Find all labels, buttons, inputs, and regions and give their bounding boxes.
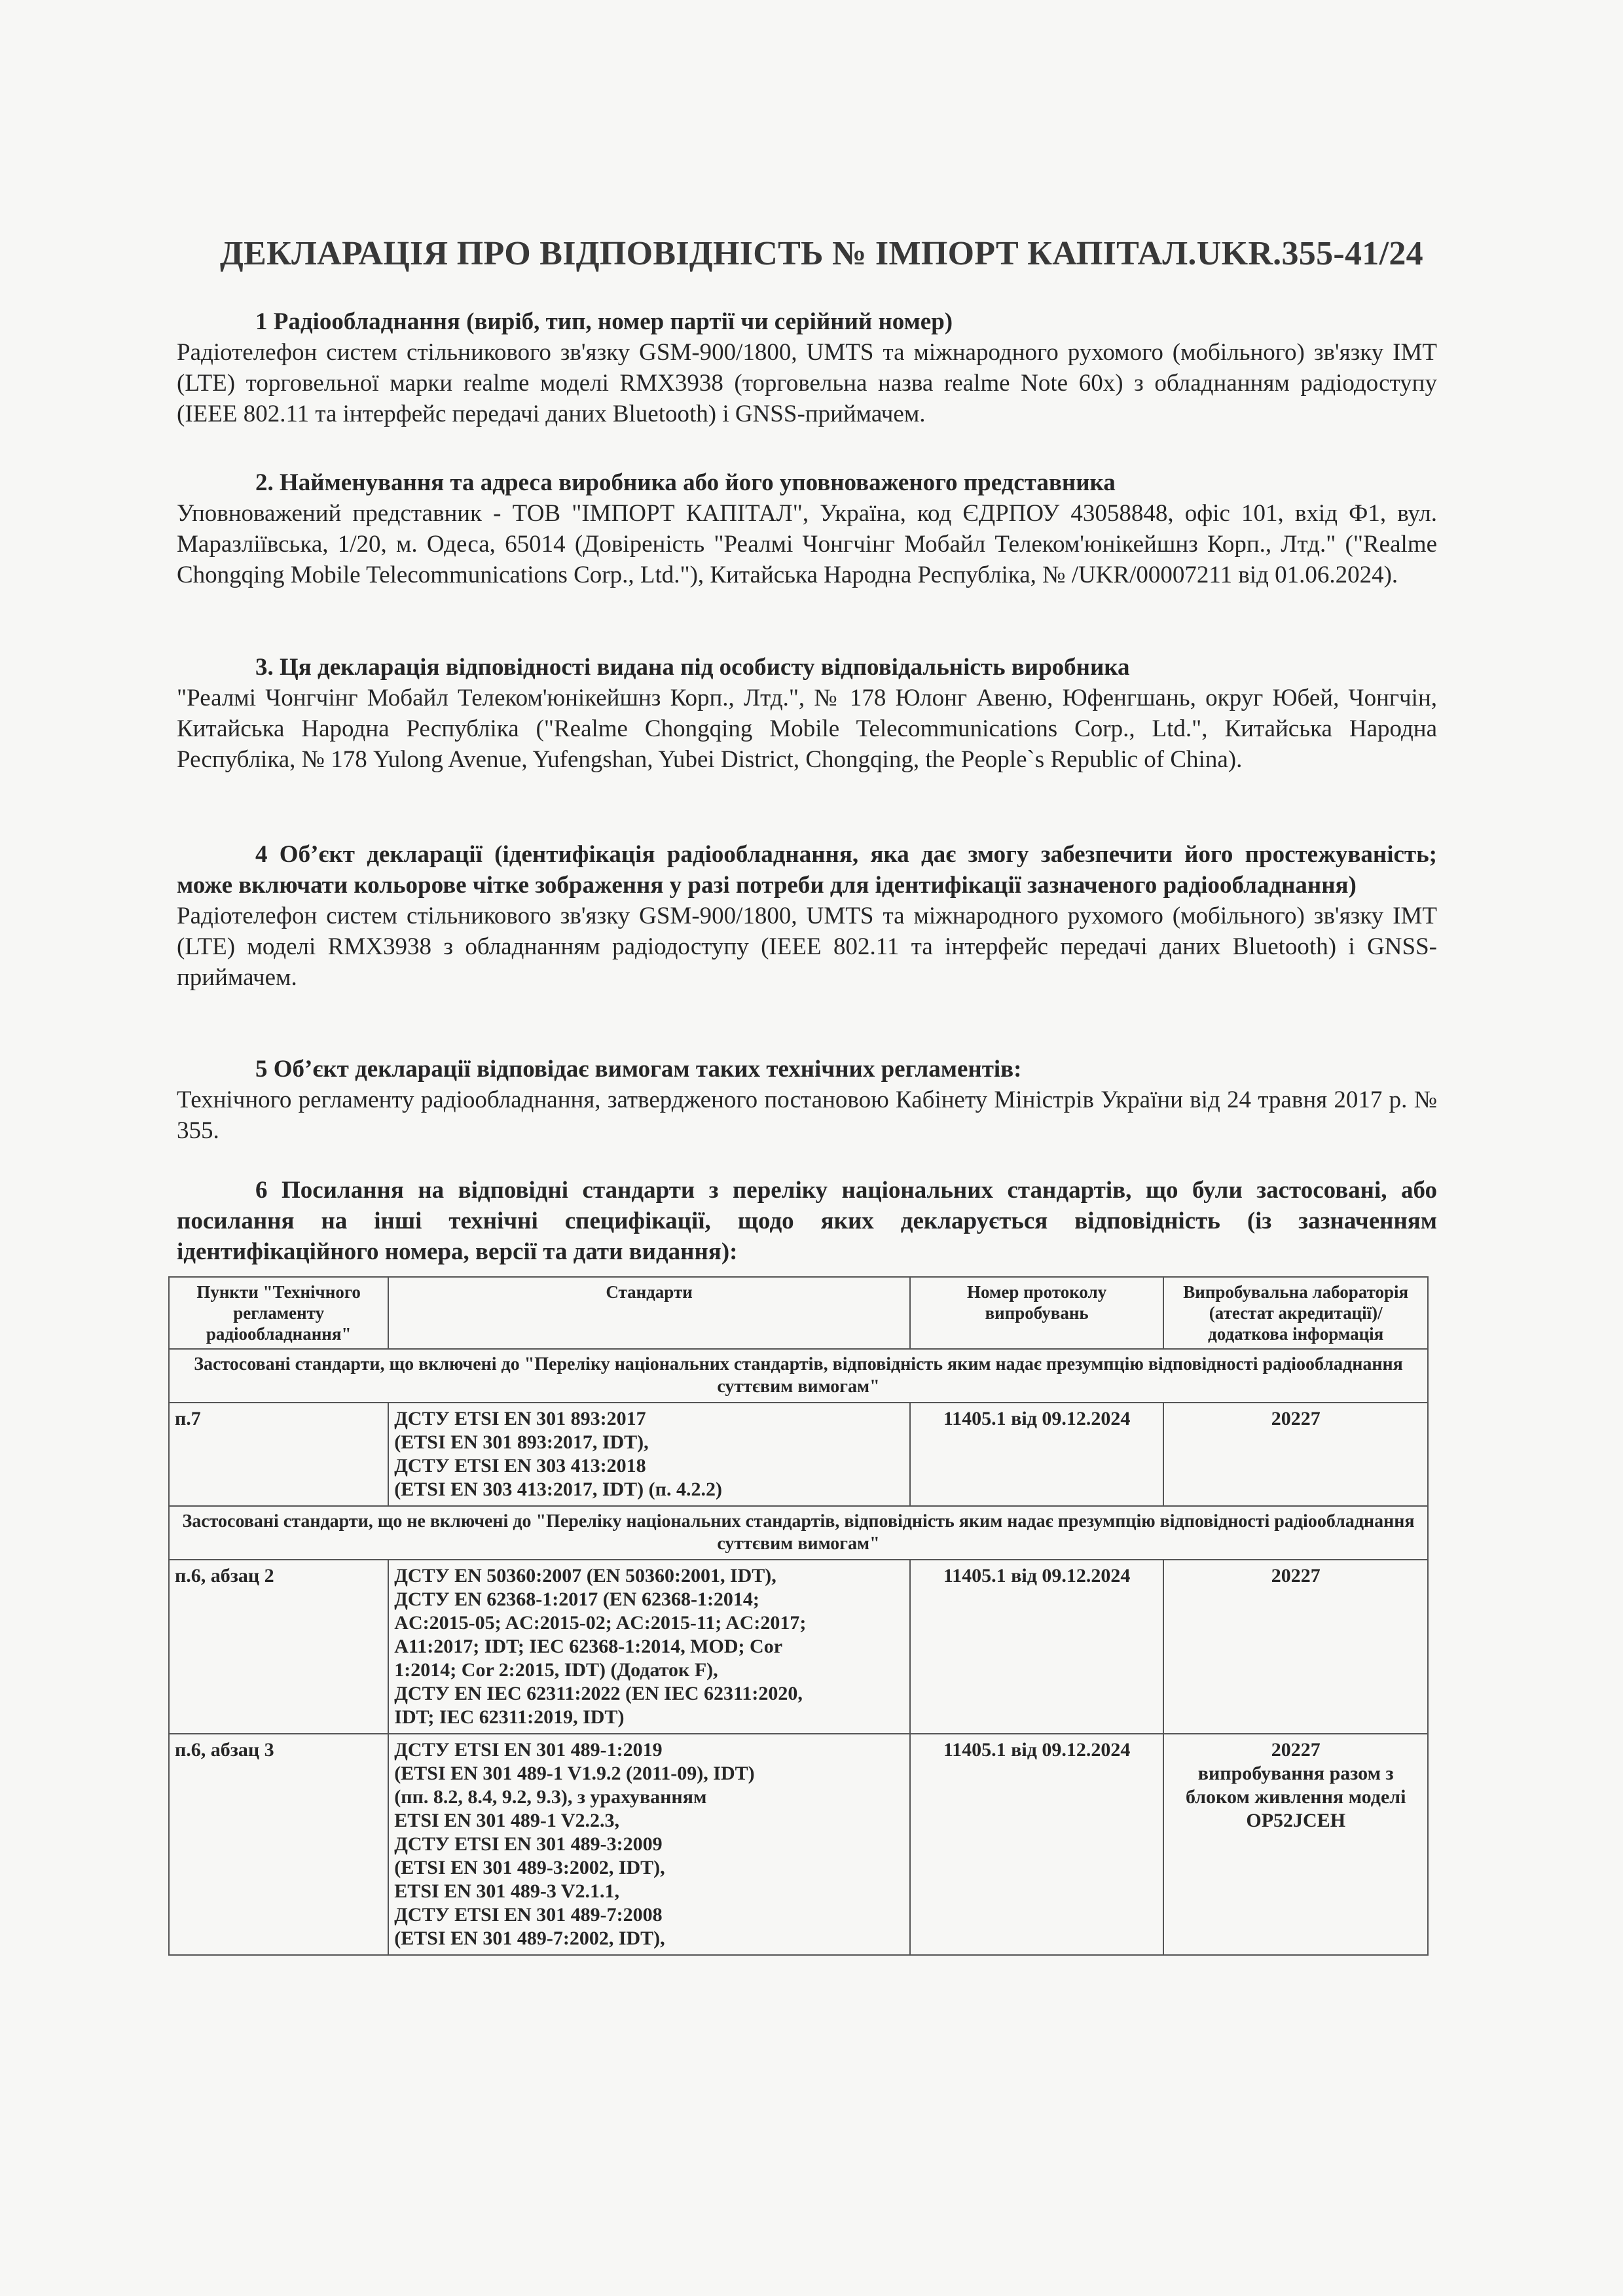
standards-cell: ДСТУ ETSI EN 301 489-1:2019 (ETSI EN 301 489-1 V1.9.2 (2011-09), IDT) (пп. 8.2, 8.4, 9.2, 9.3), з урахуванням ETSI EN 301 489-1 V2.2.3, ДСТУ ETSI EN 301 489-3:2009 (ETSI EN 301 489-3:2002, IDT), ETSI EN 301 489-3 V2.1.1, ДСТУ ETSI EN 301 489-7:2008 (ETSI EN 301 489-7:2002, IDT), (388, 1734, 910, 1955)
table-group-row (169, 1349, 1428, 1403)
table-row (169, 1734, 1428, 1955)
table-group-row (169, 1506, 1428, 1560)
section-body: Уповноважений представник - ТОВ "ІМПОРТ КАПІТАЛ", Україна, код ЄДРПОУ 43058848, офіс 101, вхід Ф1, вул. Маразліївська, 1/20, м. Одеса, 65014 (Довіреність "Реалмі Чонгчінг Мобайл Телеком'юнікейшнз Корп., Лтд." ("Realme Chongqing Mobile Telecommunications Corp., Ltd."), Китайська Народна Республіка, № /UKR/00007211 від 01.06.2024). (177, 500, 1437, 588)
column-header: Випробувальна лабораторія (атестат акредитації)/ додаткова інформація (1163, 1277, 1428, 1349)
section-body: "Реалмі Чонгчінг Мобайл Телеком'юнікейшнз Корп., Лтд.", № 178 Юлонг Авеню, Юфенгшань, округ Юбей, Чонгчін, Китайська Народна Республіка ("Realme Chongqing Mobile Telecommunications Corp., Ltd.", Китайська Народна Республіка, № 178 Yulong Avenue, Yufengshan, Yubei District, Chongqing, the People`s Republic of China). (177, 685, 1437, 773)
column-header: Номер протоколу випробувань (910, 1277, 1164, 1349)
section-4 (177, 839, 1437, 993)
group-heading: Застосовані стандарти, що включені до "Переліку національних стандартів, відповідність яким надає презумпцію відповідності радіообладнання суттєвим вимогам" (169, 1349, 1428, 1403)
section-heading: 6 Посилання на відповідні стандарти з переліку національних стандартів, що були застосовані, або посилання на інші технічні специфікації, щодо яких декларується відповідність (із зазначенням ідентифікаційного номера, версії та дати видання): (177, 1177, 1437, 1265)
clause-cell: п.6, абзац 3 (169, 1734, 388, 1955)
section-heading: 5 Об’єкт декларації відповідає вимогам таких технічних регламентів: (255, 1056, 1022, 1083)
document-title: ДЕКЛАРАЦІЯ ПРО ВІДПОВІДНІСТЬ № ІМПОРТ КАПІТАЛ.UKR.355-41/24 (220, 235, 1423, 272)
group-heading: Застосовані стандарти, що не включені до "Переліку національних стандартів, відповідність яким надає презумпцію відповідності радіообладнання суттєвим вимогам" (169, 1506, 1428, 1560)
protocol-cell: 11405.1 від 09.12.2024 (910, 1734, 1164, 1955)
table-header-row (169, 1277, 1428, 1349)
clause-cell: п.6, абзац 2 (169, 1560, 388, 1734)
section-heading: 4 Об’єкт декларації (ідентифікація радіообладнання, яка дає змогу забезпечити його простежуваність; може включати кольорове чітке зображення у разі потреби для ідентифікації зазначеного радіообладнання) (177, 841, 1437, 899)
section-body: Радіотелефон систем стільникового зв'язку GSM-900/1800, UMTS та міжнародного рухомого (мобільного) зв'язку IMT (LTE) торговельної марки realme моделі RMX3938 (торговельна назва realme Note 60x) з обладнанням радіодоступу (IEEE 802.11 та інтерфейс передачі даних Bluetooth) і GNSS-приймачем. (177, 339, 1437, 427)
section-2 (177, 467, 1437, 590)
table-row (169, 1560, 1428, 1734)
section-heading: 3. Ця декларація відповідності видана під особисту відповідальність виробника (255, 654, 1130, 681)
section-heading: 2. Найменування та адреса виробника або його уповноваженого представника (255, 469, 1116, 496)
section-5 (177, 1054, 1437, 1146)
section-body: Технічного регламенту радіообладнання, затвердженого постановою Кабінету Міністрів України від 24 травня 2017 р. № 355. (177, 1086, 1437, 1144)
column-header: Стандарти (388, 1277, 910, 1349)
section-1 (177, 306, 1437, 429)
column-header: Пункти "Технічного регламенту радіообладнання" (169, 1277, 388, 1349)
table-row (169, 1403, 1428, 1506)
protocol-cell: 11405.1 від 09.12.2024 (910, 1560, 1164, 1734)
section-6 (177, 1175, 1437, 1267)
lab-cell: 20227 (1163, 1403, 1428, 1506)
standards-table (168, 1276, 1429, 1956)
lab-cell: 20227 випробування разом з блоком живлення моделі OP52JCEH (1163, 1734, 1428, 1955)
section-body: Радіотелефон систем стільникового зв'язку GSM-900/1800, UMTS та міжнародного рухомого (мобільного) зв'язку IMT (LTE) моделі RMX3938 з обладнанням радіодоступу (IEEE 802.11 та інтерфейс передачі даних Bluetooth) і GNSS-приймачем. (177, 903, 1437, 991)
section-3 (177, 652, 1437, 775)
lab-cell: 20227 (1163, 1560, 1428, 1734)
protocol-cell: 11405.1 від 09.12.2024 (910, 1403, 1164, 1506)
standards-cell: ДСТУ EN 50360:2007 (EN 50360:2001, IDT), ДСТУ EN 62368-1:2017 (EN 62368-1:2014; AC:2015-05; AC:2015-02; AC:2015-11; AC:2017; A11:2017; IDT; IEC 62368-1:2014, MOD; Cor 1:2014; Cor 2:2015, IDT) (Додаток F), ДСТУ EN IEC 62311:2022 (EN IEC 62311:2020, IDT; IEC 62311:2019, IDT) (388, 1560, 910, 1734)
clause-cell: п.7 (169, 1403, 388, 1506)
standards-cell: ДСТУ ETSI EN 301 893:2017 (ETSI EN 301 893:2017, IDT), ДСТУ ETSI EN 303 413:2018 (ETSI EN 303 413:2017, IDT) (п. 4.2.2) (388, 1403, 910, 1506)
section-heading: 1 Радіообладнання (виріб, тип, номер партії чи серійний номер) (255, 308, 953, 335)
